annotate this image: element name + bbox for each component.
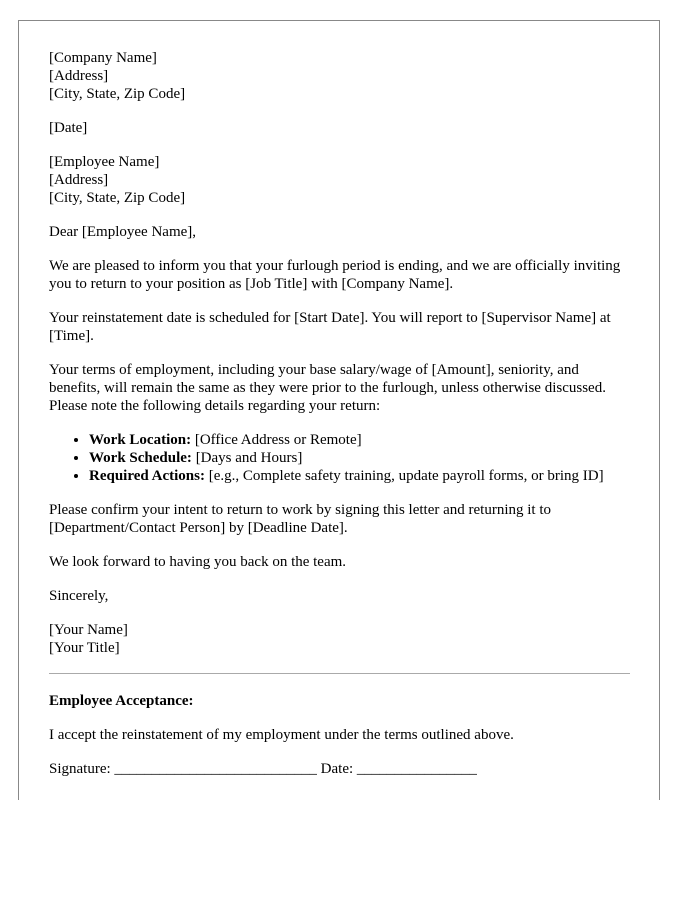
paragraph-closing: We look forward to having you back on the team. bbox=[49, 554, 347, 570]
recipient-city: [City, State, Zip Code] bbox=[49, 190, 186, 206]
list-item bbox=[89, 467, 630, 485]
paragraph-invitation: We are pleased to inform you that your furlough period is ending, and we are officially inviting you to return to your position as [Job Title] with [Company Name]. bbox=[49, 258, 621, 292]
signer-name: [Your Name] bbox=[49, 622, 128, 638]
detail-label: Work Schedule: bbox=[89, 450, 192, 466]
acceptance-heading: Employee Acceptance: bbox=[49, 693, 194, 709]
detail-value: [e.g., Complete safety training, update payroll forms, or bring ID] bbox=[204, 468, 604, 484]
signer-block bbox=[49, 621, 630, 657]
signer-title: [Your Title] bbox=[49, 640, 120, 656]
sender-address: [Address] bbox=[49, 68, 109, 84]
sender-block bbox=[49, 49, 630, 103]
sender-company: [Company Name] bbox=[49, 50, 157, 66]
paragraph-confirm: Please confirm your intent to return to work by signing this letter and returning it to [Department/Contact Person] by [Deadline Date]. bbox=[49, 502, 551, 536]
detail-label: Required Actions: bbox=[89, 468, 205, 484]
paragraph-reinstatement-date: Your reinstatement date is scheduled for [Start Date]. You will report to [Supervisor Name] at [Time]. bbox=[49, 310, 611, 344]
detail-label: Work Location: bbox=[89, 432, 192, 448]
list-item bbox=[89, 449, 630, 467]
list-item bbox=[89, 431, 630, 449]
recipient-block bbox=[49, 153, 630, 207]
details-list bbox=[49, 431, 630, 485]
sender-city: [City, State, Zip Code] bbox=[49, 86, 186, 102]
recipient-address: [Address] bbox=[49, 172, 109, 188]
recipient-name: [Employee Name] bbox=[49, 154, 160, 170]
salutation: Dear [Employee Name], bbox=[49, 224, 197, 240]
paragraph-terms: Your terms of employment, including your base salary/wage of [Amount], seniority, and benefits, will remain the same as they were prior to the furlough, unless otherwise discussed. Please note the following details regarding your return: bbox=[49, 362, 606, 414]
valediction: Sincerely, bbox=[49, 588, 109, 604]
acceptance-statement: I accept the reinstatement of my employment under the terms outlined above. bbox=[49, 727, 514, 743]
signature-date-line: Signature: ___________________________ Date: ________________ bbox=[49, 761, 477, 777]
letter-date: [Date] bbox=[49, 120, 88, 136]
section-divider bbox=[49, 673, 630, 674]
detail-value: [Days and Hours] bbox=[191, 450, 303, 466]
letter-page bbox=[18, 20, 660, 800]
detail-value: [Office Address or Remote] bbox=[191, 432, 362, 448]
